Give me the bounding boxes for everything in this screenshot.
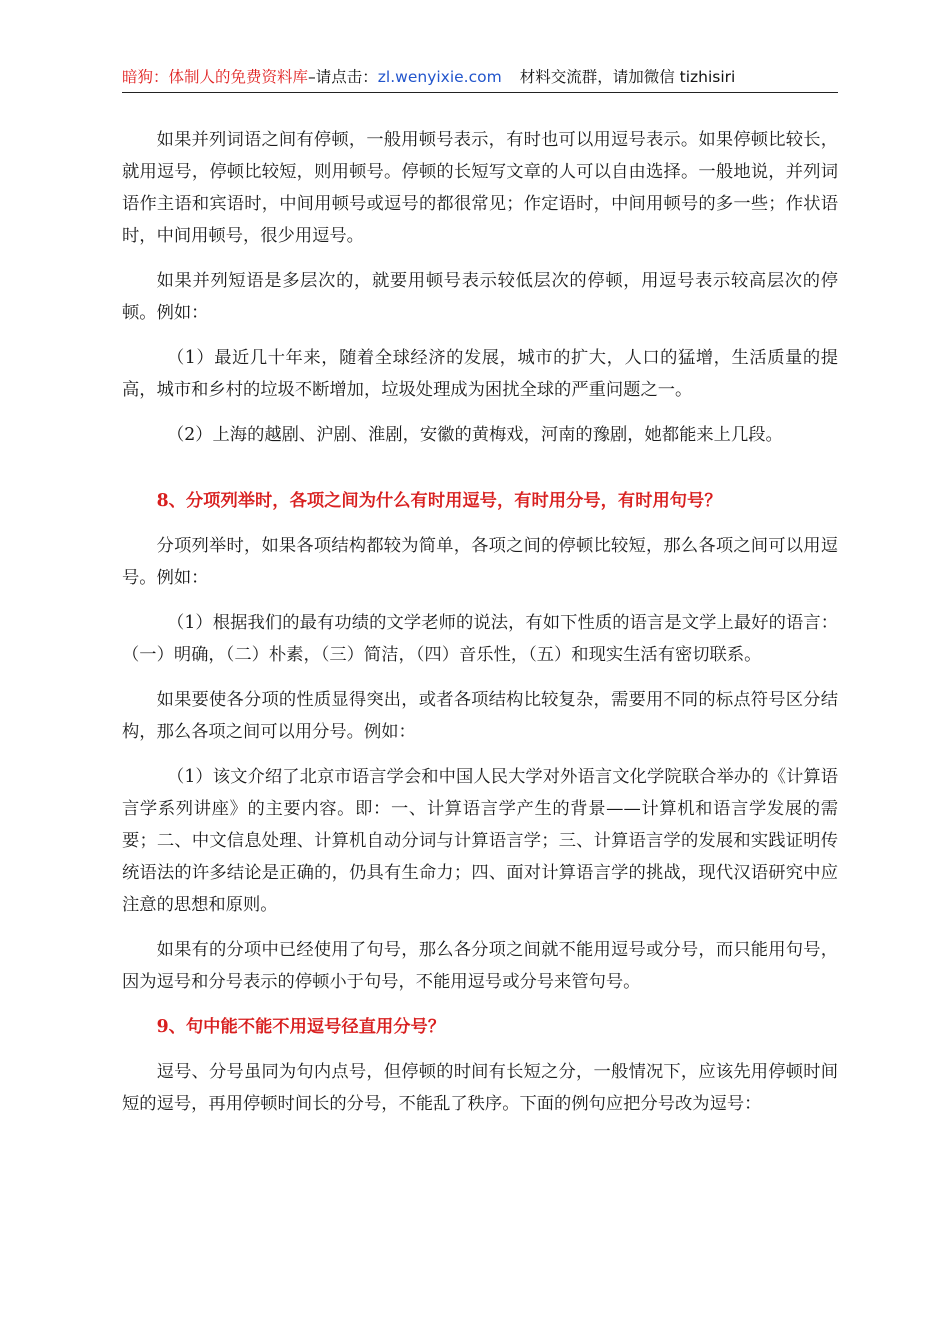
- header-brand: 暗狗：体制人的免费资料库: [122, 68, 309, 86]
- paragraph: 如果有的分项中已经使用了句号，那么各分项之间就不能用逗号或分号，而只能用句号，因为逗号和分号表示的停顿小于句号，不能用逗号或分号来管句号。: [122, 940, 838, 992]
- paragraph: 如果要使各分项的性质显得突出，或者各项结构比较复杂，需要用不同的标点符号区分结构，那么各项之间可以用分号。例如：: [122, 690, 838, 742]
- paragraph: 如果并列短语是多层次的，就要用顿号表示较低层次的停顿，用逗号表示较高层次的停顿。例如：: [122, 271, 838, 323]
- example-item: （1）根据我们的最有功绩的文学老师的说法，有如下性质的语言是文学上最好的语言：（一）明确，（二）朴素，（三）简洁，（四）音乐性，（五）和现实生活有密切联系。: [122, 613, 838, 665]
- paragraph: 如果并列词语之间有停顿，一般用顿号表示，有时也可以用逗号表示。如果停顿比较长，就用逗号，停顿比较短，则用顿号。停顿的长短写文章的人可以自由选择。一般地说，并列词语作主语和宾语时，中间用顿号或逗号的都很常见；作定语时，中间用顿号的多一些；作状语时，中间用顿号，很少用逗号。: [122, 130, 838, 246]
- section-heading-9: 9、句中能不能不用逗号径直用分号？: [156, 1017, 446, 1037]
- paragraph: 逗号、分号虽同为句内点号，但停顿的时间有长短之分，一般情况下，应该先用停顿时间短的逗号，再用停顿时间长的分号，不能乱了秩序。下面的例句应把分号改为逗号：: [122, 1062, 838, 1114]
- section-heading-8: 8、分项列举时，各项之间为什么有时用逗号，有时用分号，有时用句号？: [156, 491, 722, 511]
- header-click-prefix: –请点击：: [308, 68, 378, 86]
- example-item: （1）该文介绍了北京市语言学会和中国人民大学对外语言文化学院联合举办的《计算语言学系列讲座》的主要内容。即：一、计算语言学产生的背景——计算机和语言学发展的需要；二、中文信息处理、计算机自动分词与计算语言学；三、计算语言学的发展和实践证明传统语法的许多结论是正确的，仍具有生命力；四、面对计算语言学的挑战，现代汉语研究中应注意的思想和原则。: [122, 767, 838, 915]
- paragraph: 分项列举时，如果各项结构都较为简单，各项之间的停顿比较短，那么各项之间可以用逗号。例如：: [122, 536, 838, 588]
- example-item: （2）上海的越剧、沪剧、淮剧，安徽的黄梅戏，河南的豫剧，她都能来上几段。: [166, 425, 783, 445]
- header-group-info: 材料交流群，请加微信 tizhisiri: [519, 68, 736, 86]
- document-body: [122, 124, 838, 1120]
- header-url-link[interactable]: zl.wenyixie.com: [377, 68, 502, 86]
- page-header: [122, 62, 838, 93]
- example-item: （1）最近几十年来，随着全球经济的发展，城市的扩大，人口的猛增，生活质量的提高，城市和乡村的垃圾不断增加，垃圾处理成为困扰全球的严重问题之一。: [122, 348, 838, 400]
